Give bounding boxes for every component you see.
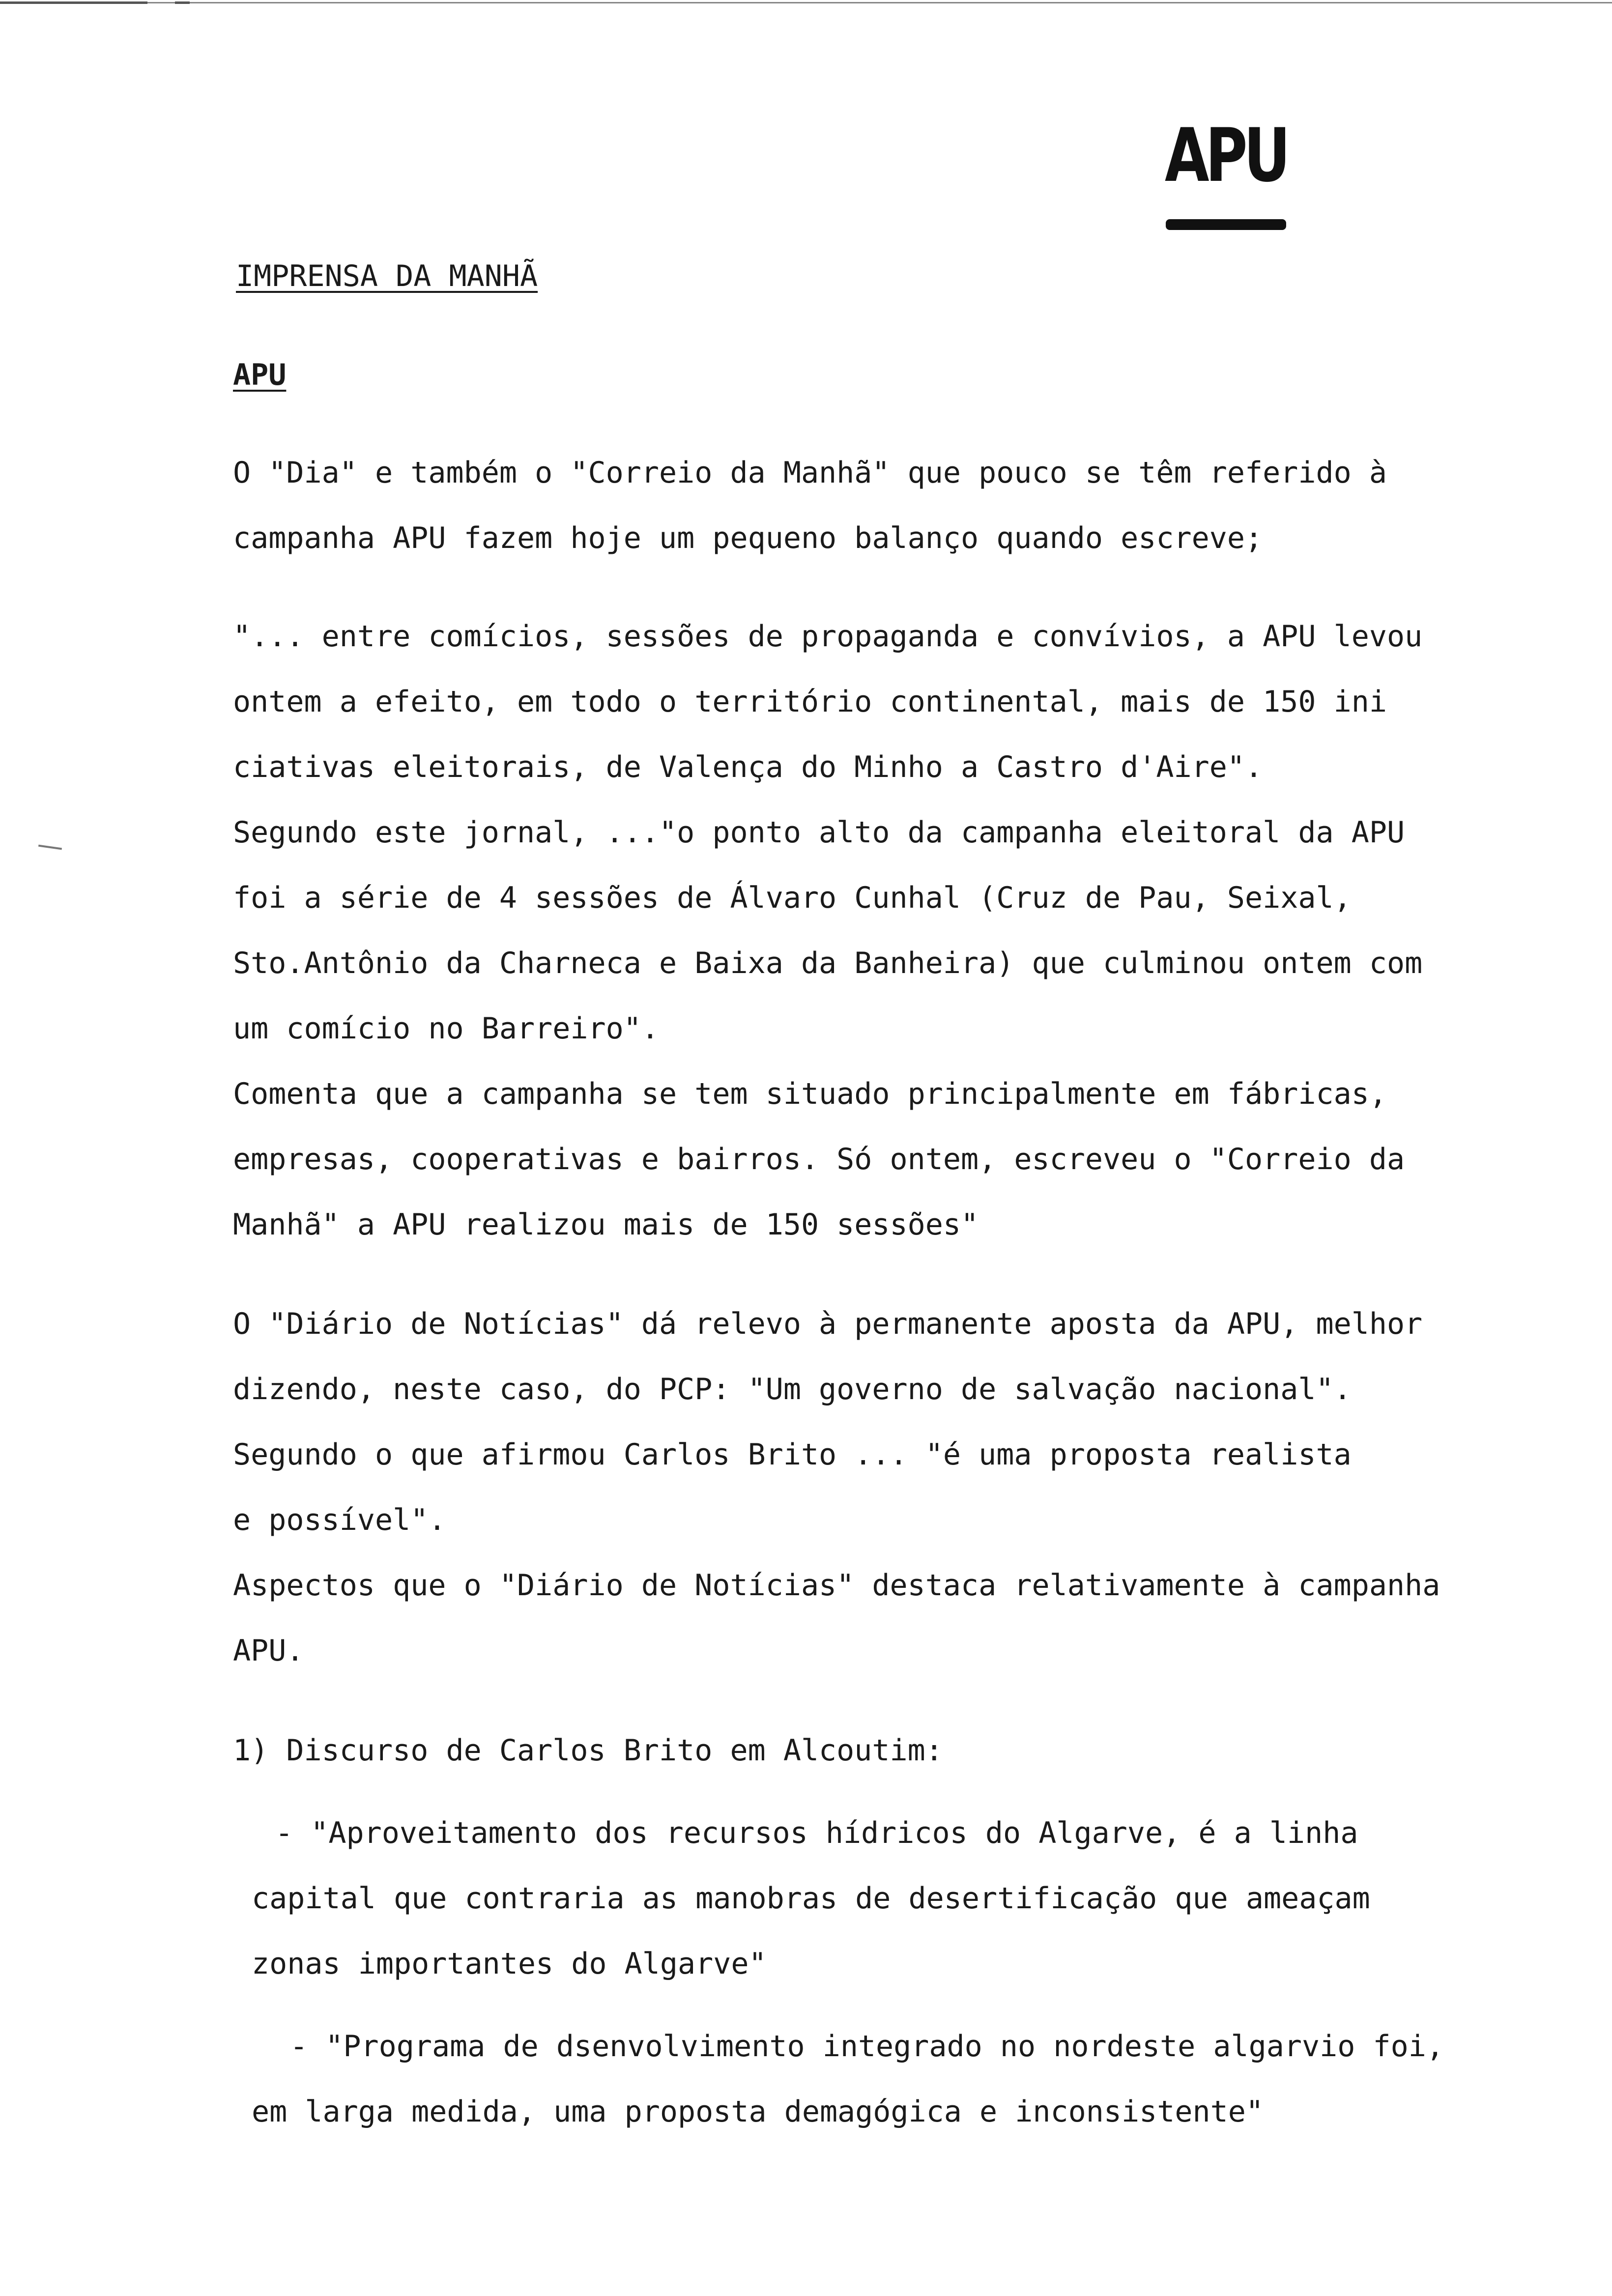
body-line: ontem a efeito, em todo o território continental, mais de 150 ini (233, 685, 1387, 719)
body-line: Comenta que a campanha se tem situado principalmente em fábricas, (233, 1077, 1387, 1111)
body-line: "... entre comícios, sessões de propaganda e convívios, a APU levou (233, 619, 1423, 654)
quote-line: - "Programa de dsenvolvimento integrado no nordeste algarvio foi, (290, 2029, 1444, 2064)
body-line: APU. (233, 1634, 304, 1668)
body-line: Segundo este jornal, ..."o ponto alto da campanha eleitoral da APU (233, 815, 1405, 850)
quote-line: capital que contraria as manobras de desertificação que ameaçam (252, 1881, 1370, 1916)
body-line: Manhã" a APU realizou mais de 150 sessões" (233, 1207, 979, 1242)
body-line: O "Diário de Notícias" dá relevo à permanente aposta da APU, melhor (233, 1307, 1423, 1341)
top-edge-dash (175, 1, 190, 4)
document-heading: IMPRENSA DA MANHÃ (236, 259, 538, 293)
body-line: campanha APU fazem hoje um pequeno balanço quando escreve; (233, 521, 1263, 555)
section-heading: APU (233, 358, 287, 392)
margin-mark (38, 845, 62, 850)
body-line: foi a série de 4 sessões de Álvaro Cunhal (Cruz de Pau, Seixal, (233, 881, 1352, 915)
list-item: 1) Discurso de Carlos Brito em Alcoutim: (233, 1733, 943, 1768)
quote-line: - "Aproveitamento dos recursos hídricos do Algarve, é a linha (275, 1816, 1358, 1850)
quote-line: em larga medida, uma proposta demagógica e inconsistente" (252, 2095, 1264, 2129)
top-edge-mark (0, 1, 147, 4)
body-line: um comício no Barreiro". (233, 1011, 659, 1046)
body-line: ciativas eleitorais, de Valença do Minho a Castro d'Aire". (233, 750, 1263, 784)
quote-line: zonas importantes do Algarve" (252, 1947, 767, 1981)
body-line: Sto.Antônio da Charneca e Baixa da Banheira) que culminou ontem com (233, 946, 1423, 980)
logo-underline (1166, 219, 1286, 230)
body-line: dizendo, neste caso, do PCP: "Um governo de salvação nacional". (233, 1372, 1352, 1406)
body-line: O "Dia" e também o "Correio da Manhã" que pouco se têm referido à (233, 456, 1387, 490)
body-line: e possível". (233, 1503, 446, 1537)
body-line: empresas, cooperativas e bairros. Só ontem, escreveu o "Correio da (233, 1142, 1405, 1177)
top-edge-rule (0, 2, 1612, 3)
body-line: Segundo o que afirmou Carlos Brito ... "é uma proposta realista (233, 1437, 1352, 1472)
body-line: Aspectos que o "Diário de Notícias" destaca relativamente à campanha (233, 1568, 1440, 1603)
apu-handwritten-logo: APU (1165, 113, 1287, 199)
